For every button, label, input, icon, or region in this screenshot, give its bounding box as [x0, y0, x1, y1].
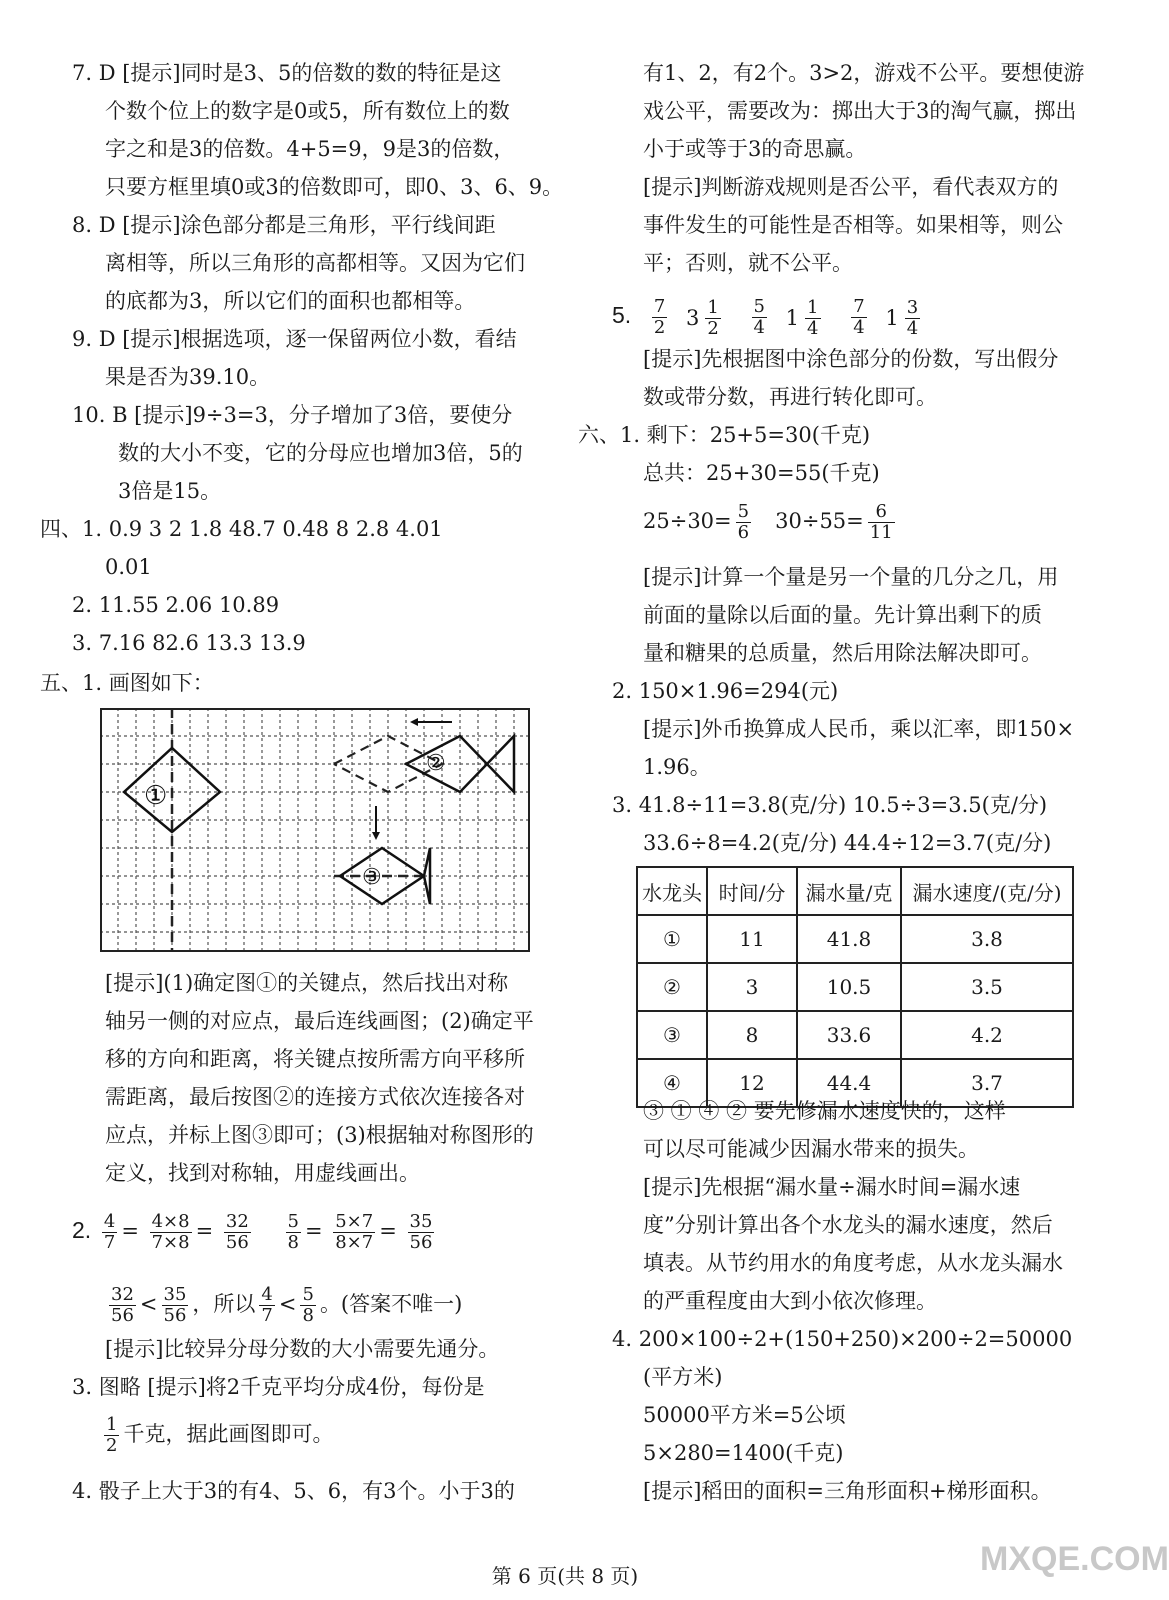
answer-10-line3: 3倍是15。 — [118, 479, 222, 503]
note-text: 。(答案不唯一) — [319, 1292, 463, 1316]
hint5-1-b: 轴另一侧的对应点，最后连线画图；(2)确定平 — [105, 1009, 534, 1033]
right-line-13: 1.96。 — [643, 755, 711, 779]
fraction: $\frac{32}{56}$ — [225, 1211, 249, 1253]
table-cell: 12 — [707, 1059, 797, 1107]
fraction: $\frac{5}{4}$ — [753, 296, 765, 338]
table-row — [637, 963, 1073, 1011]
arrow-left-head — [410, 718, 418, 726]
section6-q1: 六、1. 剩下：25+5=30(千克) — [578, 423, 871, 447]
answer-10-line1: 10. B [提示]9÷3=3，分子增加了3倍，要使分 — [72, 403, 513, 427]
answer-8-line2: 离相等，所以三角形的高都相等。又因为它们 — [105, 251, 525, 275]
hint5-1-e: 应点，并标上图③即可；(3)根据轴对称图形的 — [105, 1123, 534, 1147]
section4-q1: 四、1. 0.9 3 2 1.8 48.7 0.48 8 2.8 4.01 — [40, 517, 443, 541]
section5-q2-compare: $\frac{32}{56}$ < $\frac{35}{56}$ ，所以 $\frac{4}{7}$ < $\frac{5}{8}$ 。(答案不唯一) — [111, 1284, 463, 1326]
right-line-9: [提示]计算一个量是另一个量的几分之几，用 — [643, 565, 1059, 589]
fraction: $\frac{4\times 8}{7\times 8}$ — [151, 1211, 190, 1253]
shape-1-label: ① — [144, 781, 168, 811]
right-line-11: 量和糖果的总质量，然后用除法解决即可。 — [643, 641, 1042, 665]
section6-q1-b: 总共：25+30=55(千克) — [643, 461, 880, 485]
section5-q2-equation: 2. $\frac{4}{7}$ = $\frac{4\times 8}{7\times 8}$ = $\frac{32}{56}$ $\frac{5}{8}$ = $\frac{5\times 7}{8\times 7}$ = $\frac{35}{56}$ — [72, 1211, 433, 1253]
right-line-4: [提示]判断游戏规则是否公平，看代表双方的 — [643, 175, 1059, 199]
right-line-19: 的严重程度由大到小依次修理。 — [643, 1289, 937, 1313]
q5-2-label: 2. — [72, 1217, 92, 1243]
watermark: MXQE.COM — [980, 1540, 1169, 1578]
hint5-2: [提示]比较异分母分数的大小需要先通分。 — [105, 1337, 500, 1361]
fraction: $\frac{35}{56}$ — [163, 1284, 187, 1326]
table-cell: 10.5 — [797, 963, 901, 1011]
table-cell: 3.7 — [901, 1059, 1073, 1107]
fraction: $\frac{5}{6}$ — [737, 501, 750, 543]
right-line-12: [提示]外币换算成人民币，乘以汇率，即150× — [643, 717, 1075, 741]
hint5-1-f: 定义，找到对称轴，用虚线画出。 — [105, 1161, 420, 1185]
drawing-grid — [100, 708, 530, 952]
table-header: 漏水量/克 — [797, 867, 901, 915]
leak-table — [636, 866, 1074, 1108]
table-cell: 33.6 — [797, 1011, 901, 1059]
table-header: 时间/分 — [707, 867, 797, 915]
answer-7-line3: 字之和是3的倍数。4+5=9，9是3的倍数， — [105, 137, 515, 161]
table-row — [637, 1011, 1073, 1059]
fraction: $\frac{35}{56}$ — [409, 1211, 433, 1253]
right-line-17: 度”分别计算出各个水龙头的漏水速度，然后 — [643, 1213, 1053, 1237]
section6-q4-d: 5×280=1400(千克) — [643, 1441, 844, 1465]
right-line-14: ③ ① ④ ② 要先修漏水速度快的，这样 — [643, 1099, 1006, 1123]
shape-3-label: ③ — [362, 865, 382, 890]
section5-q5-fractions — [612, 290, 932, 343]
table-cell: 8 — [707, 1011, 797, 1059]
table-cell: 3.5 — [901, 963, 1073, 1011]
answer-7-line2: 个数个位上的数字是0或5，所有数位上的数 — [105, 99, 510, 123]
right-line-20: [提示]稻田的面积=三角形面积+梯形面积。 — [643, 1479, 1052, 1503]
fraction: $\frac{4}{7}$ — [103, 1211, 116, 1253]
section5-q3: 3. 图略 [提示]将2千克平均分成4份，每份是 — [72, 1375, 485, 1399]
fraction: $\frac{6}{11}$ — [869, 501, 893, 543]
table-cell: ② — [637, 963, 707, 1011]
fraction: $\frac{4}{7}$ — [261, 1284, 273, 1326]
table-cell: 44.4 — [797, 1059, 901, 1107]
section5-q3-cont: $\frac{1}{2}$ 千克，据此画图即可。 — [106, 1414, 334, 1456]
fraction: $\frac{5}{8}$ — [287, 1211, 299, 1253]
answer-9-line2: 果是否为39.10。 — [105, 365, 271, 389]
section4-q1-cont: 0.01 — [105, 555, 152, 579]
section6-q1-c: 25÷30= $\frac{5}{6}$ 30÷55= $\frac{6}{11}$ — [643, 501, 893, 543]
table-cell: ④ — [637, 1059, 707, 1107]
right-line-16: [提示]先根据“漏水量÷漏水时间=漏水速 — [643, 1175, 1021, 1199]
shape-2-label: ② — [426, 751, 446, 776]
fraction: $\frac{7}{2}$ — [653, 296, 666, 338]
table-cell: ① — [637, 915, 707, 963]
table-header: 漏水速度/(克/分) — [901, 867, 1073, 915]
table-cell: 11 — [707, 915, 797, 963]
grid-lines — [100, 708, 530, 952]
answer-8-line1: 8. D [提示]涂色部分都是三角形，平行线间距 — [72, 213, 496, 237]
page-footer: 第 6 页(共 8 页) — [491, 1564, 639, 1588]
right-line-2: 戏公平，需要改为：掷出大于3的淘气赢，掷出 — [643, 99, 1077, 123]
right-line-10: 前面的量除以后面的量。先计算出剩下的质 — [643, 603, 1042, 627]
mixed-number: 1 $\frac{1}{4}$ — [785, 296, 819, 339]
table-header: 水龙头 — [637, 867, 707, 915]
table-row — [637, 915, 1073, 963]
mixed-number: 3 $\frac{1}{2}$ — [686, 296, 719, 339]
right-line-15: 可以尽可能减少因漏水带来的损失。 — [643, 1137, 979, 1161]
fraction: $\frac{5\times 7}{8\times 7}$ — [335, 1211, 374, 1253]
fraction: $\frac{5}{8}$ — [302, 1284, 314, 1326]
compare-text: ，所以 — [192, 1292, 256, 1316]
section4-q3: 3. 7.16 82.6 13.3 13.9 — [72, 631, 306, 655]
answer-9-line1: 9. D [提示]根据选项，逐一保留两位小数，看结 — [72, 327, 517, 351]
grid-border — [101, 709, 529, 951]
table-cell: 3 — [707, 963, 797, 1011]
right-line-18: 填表。从节约用水的角度考虑，从水龙头漏水 — [643, 1251, 1063, 1275]
mixed-number: 1 $\frac{3}{4}$ — [885, 296, 919, 339]
answer-8-line3: 的底都为3，所以它们的面积也都相等。 — [105, 289, 476, 313]
arrow-down-head — [372, 832, 380, 840]
table-header-row — [637, 867, 1073, 915]
right-line-1: 有1、2，有2个。3>2，游戏不公平。要想使游 — [643, 61, 1085, 85]
answer-7-line1: 7. D [提示]同时是3、5的倍数的数的特征是这 — [72, 61, 502, 85]
fraction: $\frac{1}{2}$ — [106, 1414, 118, 1456]
right-line-6: 平；否则，就不公平。 — [643, 251, 853, 275]
section5-q4: 4. 骰子上大于3的有4、5、6，有3个。小于3的 — [72, 1479, 515, 1503]
right-line-5: 事件发生的可能性是否相等。如果相等，则公 — [643, 213, 1063, 237]
section6-q4-c: 50000平方米=5公顷 — [643, 1403, 846, 1427]
right-line-7: [提示]先根据图中涂色部分的份数，写出假分 — [643, 347, 1059, 371]
right-line-8: 数或带分数，再进行转化即可。 — [643, 385, 937, 409]
section5-q1: 五、1. 画图如下： — [40, 671, 214, 695]
fraction: $\frac{32}{56}$ — [111, 1284, 134, 1326]
section4-q2: 2. 11.55 2.06 10.89 — [72, 593, 280, 617]
answer-10-line2: 数的大小不变，它的分母应也增加3倍，5的 — [118, 441, 523, 465]
section6-q3-b: 33.6÷8=4.2(克/分) 44.4÷12=3.7(克/分) — [643, 831, 1052, 855]
section6-q4-b: (平方米) — [643, 1365, 723, 1389]
table-cell: 3.8 — [901, 915, 1073, 963]
table-cell: 4.2 — [901, 1011, 1073, 1059]
table-cell: ③ — [637, 1011, 707, 1059]
hint5-1-c: 移的方向和距离，将关键点按所需方向平移所 — [105, 1047, 525, 1071]
section6-q4: 4. 200×100÷2+(150+250)×200÷2=50000 — [612, 1327, 1073, 1351]
answer-7-line4: 只要方框里填0或3的倍数即可，即0、3、6、9。 — [105, 175, 564, 199]
hint5-1-a: [提示](1)确定图①的关键点，然后找出对称 — [105, 971, 509, 995]
table-cell: 41.8 — [797, 915, 901, 963]
q5-5-label: 5. — [612, 302, 632, 328]
fraction: $\frac{7}{4}$ — [853, 296, 865, 338]
right-line-3: 小于或等于3的奇思赢。 — [643, 137, 867, 161]
hint5-1-d: 需距离，最后按图②的连接方式依次连接各对 — [105, 1085, 525, 1109]
section6-q2: 2. 150×1.96=294(元) — [612, 679, 839, 703]
section6-q3: 3. 41.8÷11=3.8(克/分) 10.5÷3=3.5(克/分) — [612, 793, 1048, 817]
